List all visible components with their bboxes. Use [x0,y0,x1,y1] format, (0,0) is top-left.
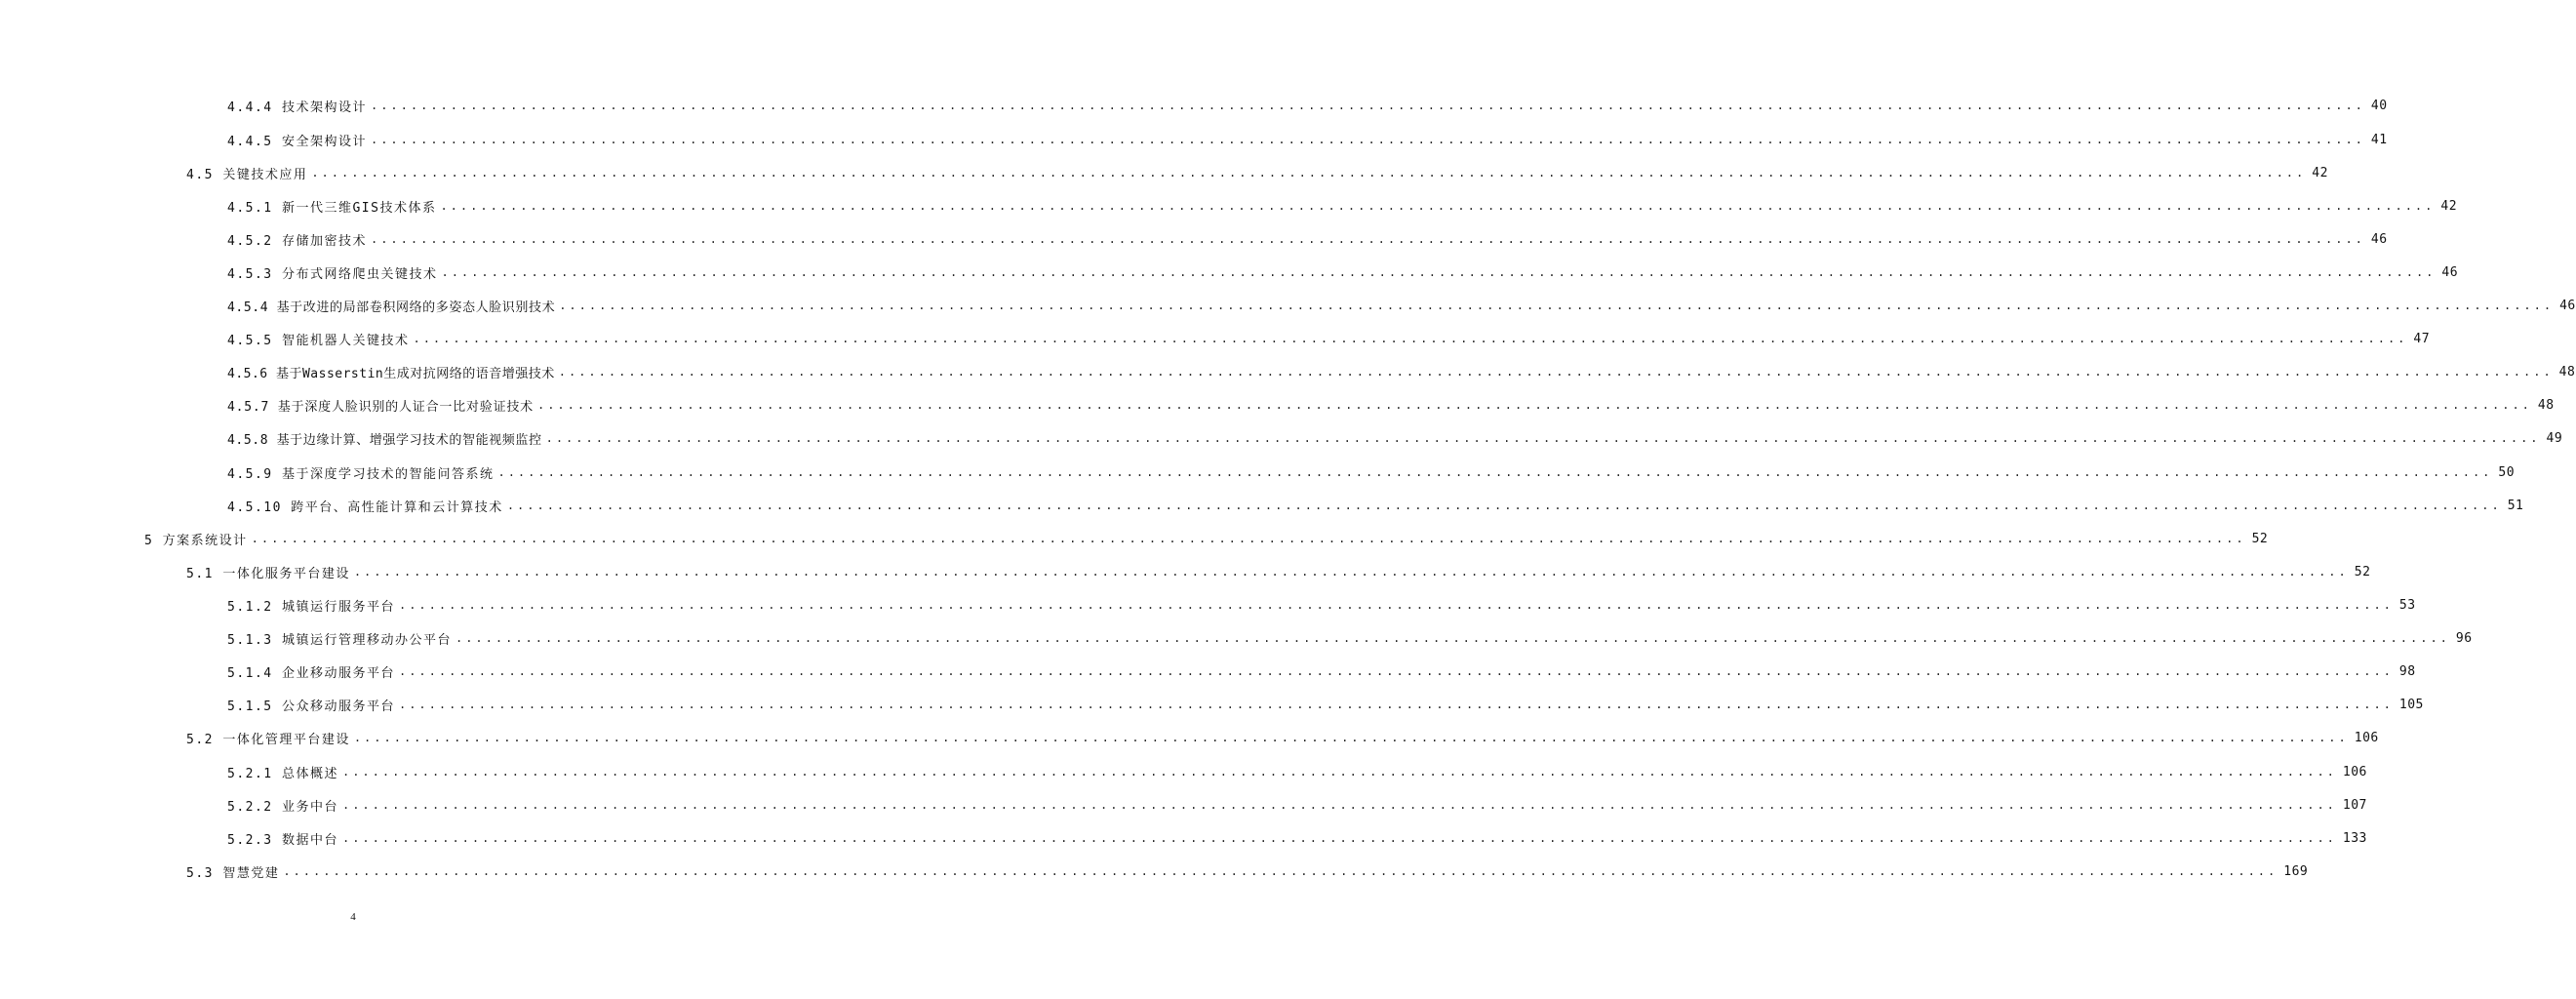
toc-leader: ........................................................................................................................................................................................................ [353,731,2349,744]
toc-number: 4.4.4 [227,100,273,115]
toc-entry-5-2-2[interactable] [227,794,2367,816]
toc-number: 5.1 [186,566,214,581]
toc-page-number: 40 [2370,98,2388,113]
toc-number: 4.5.2 [227,233,273,249]
toc-number: 5.2 [186,732,214,747]
toc-page-number: 106 [2354,730,2379,745]
toc-title: 跨平台、高性能计算和云计算技术 [291,500,503,515]
toc-page-number: 52 [2251,531,2269,546]
toc-page-number: 105 [2398,697,2424,712]
toc-number: 4.5.10 [227,500,282,515]
toc-entry-5-1-5[interactable] [227,694,2424,715]
toc-title: 基于Wasserstin生成对抗网络的语音增强技术 [275,366,555,381]
toc-leader: ........................................................................................................................................................................................................ [398,664,2394,678]
toc-page-number: 48 [2558,364,2576,380]
toc-entry-4-5-6[interactable] [227,361,2576,382]
toc-leader: ........................................................................................................................................................................................................ [559,299,2555,312]
toc-page-number: 106 [2342,764,2367,779]
toc-number: 4.5 [186,167,214,182]
toc-page-number: 46 [2559,298,2576,313]
toc-title: 城镇运行服务平台 [281,599,395,615]
toc-number: 4.5.4 [227,300,269,315]
toc-title: 基于深度学习技术的智能问答系统 [281,466,495,482]
toc-entry-5-2-3[interactable] [227,827,2367,849]
toc-page-number: 98 [2398,663,2416,679]
toc-entry-5-1-3[interactable] [227,627,2473,649]
toc-entry-5-1-2[interactable] [227,594,2416,616]
toc-title: 业务中台 [281,799,338,815]
toc-title: 智慧党建 [222,865,280,881]
toc-entry-4-5-2[interactable] [227,228,2388,250]
toc-entry-4-5-1[interactable] [227,195,2458,217]
toc-leader: ........................................................................................................................................................................................................ [341,798,2337,812]
toc-leader: ........................................................................................................................................................................................................ [506,499,2502,512]
toc-page-number: 50 [2498,464,2516,480]
toc-entry-4-4-5[interactable] [227,129,2388,150]
toc-entry-4-4-4[interactable] [227,95,2388,116]
toc-leader: ........................................................................................................................................................................................................ [341,831,2337,845]
toc-leader: ........................................................................................................................................................................................................ [283,864,2279,878]
toc-leader: ........................................................................................................................................................................................................ [398,698,2394,711]
toc-title: 分布式网络爬虫关键技术 [281,266,438,282]
toc-title: 总体概述 [281,766,338,781]
toc-number: 5.1.5 [227,699,273,714]
toc-number: 5.2.3 [227,832,273,848]
toc-leader: ........................................................................................................................................................................................................ [341,765,2337,779]
toc-page-number: 133 [2342,830,2367,846]
toc-title: 基于深度人脸识别的人证合一比对验证技术 [277,399,534,415]
toc-leader: ........................................................................................................................................................................................................ [455,631,2450,645]
toc-page-number: 49 [2546,430,2563,446]
toc-entry-4-5[interactable] [186,162,2328,183]
toc-number: 5.2.1 [227,766,273,781]
toc-title: 安全架构设计 [281,134,367,149]
page-number: 4 [350,911,356,923]
toc-title: 基于边缘计算、增强学习技术的智能视频监控 [276,432,542,448]
toc-page-number: 51 [2507,498,2524,513]
toc-number: 5.1.2 [227,599,273,615]
toc-leader: ........................................................................................................................................................................................................ [413,332,2408,345]
toc-leader: ........................................................................................................................................................................................................ [497,465,2493,479]
toc-number: 5.1.4 [227,665,273,681]
toc-title: 一体化管理平台建设 [222,732,350,747]
toc-leader: ........................................................................................................................................................................................................ [440,199,2436,213]
toc-number: 5.1.3 [227,632,273,648]
toc-leader: ........................................................................................................................................................................................................ [251,532,2246,545]
toc-leader: ........................................................................................................................................................................................................ [353,565,2349,579]
toc-title: 方案系统设计 [162,533,248,548]
toc-entry-4-5-10[interactable] [227,495,2524,516]
toc-title: 数据中台 [281,832,338,848]
toc-title: 基于改进的局部卷积网络的多姿态人脸识别技术 [276,300,556,315]
toc-leader: ........................................................................................................................................................................................................ [545,431,2541,445]
toc-entry-5-1[interactable] [186,561,2371,582]
toc-number: 5 [144,533,154,548]
toc-number: 4.5.8 [227,432,269,448]
toc-entry-5-2-1[interactable] [227,761,2367,782]
toc-number: 4.4.5 [227,134,273,149]
toc-entry-4-5-4[interactable] [227,295,2576,316]
toc-number: 4.5.9 [227,466,273,482]
toc-leader: ........................................................................................................................................................................................................ [370,232,2365,246]
toc-page-number: 96 [2455,630,2473,646]
toc-title: 企业移动服务平台 [281,665,395,681]
toc-page-number: 48 [2537,397,2555,413]
toc-entry-4-5-9[interactable] [227,461,2516,483]
toc-leader: ........................................................................................................................................................................................................ [311,166,2307,180]
toc-page-number: 169 [2283,863,2309,879]
toc-number: 5.2.2 [227,799,273,815]
toc-entry-5-2[interactable] [186,727,2379,748]
toc-leader: ........................................................................................................................................................................................................ [370,133,2365,146]
toc-number: 4.5.6 [227,366,268,381]
toc-page-number: 42 [2312,165,2328,180]
toc-number: 4.5.5 [227,333,273,348]
toc-entry-5-3[interactable] [186,860,2309,882]
toc-leader: ........................................................................................................................................................................................................ [558,365,2554,379]
toc-number: 5.3 [186,865,214,881]
toc-page-number: 41 [2370,132,2388,147]
toc-title: 公众移动服务平台 [281,699,395,714]
toc-leader: ........................................................................................................................................................................................................ [398,598,2394,612]
toc-number: 4.5.1 [227,200,273,216]
toc-title: 存储加密技术 [281,233,367,249]
toc-page-number: 46 [2370,231,2388,247]
toc-title: 智能机器人关键技术 [281,333,410,348]
toc-number: 4.5.7 [227,399,270,415]
toc-title: 技术架构设计 [281,100,367,115]
toc-leader: ........................................................................................................................................................................................................ [441,265,2437,279]
toc-leader: ........................................................................................................................................................................................................ [370,99,2365,112]
toc-entry-4-5-5[interactable] [227,328,2431,349]
toc-entry-5-1-4[interactable] [227,660,2416,682]
toc-entry-4-5-7[interactable] [227,394,2555,416]
toc-title: 城镇运行管理移动办公平台 [281,632,452,648]
toc-entry-5[interactable] [144,528,2269,549]
toc-number: 4.5.3 [227,266,273,282]
toc-entry-4-5-3[interactable] [227,261,2459,283]
toc-page-number: 47 [2413,331,2431,346]
toc-leader: ........................................................................................................................................................................................................ [536,398,2532,412]
toc-page-number: 107 [2342,797,2367,813]
toc-page-number: 46 [2441,264,2459,280]
toc-title: 一体化服务平台建设 [222,566,350,581]
toc-page-number: 53 [2398,597,2416,613]
toc-title: 关键技术应用 [222,167,308,182]
toc-page-number: 42 [2440,198,2458,214]
toc-entry-4-5-8[interactable] [227,427,2563,449]
toc-page-number: 52 [2354,564,2371,579]
toc-title: 新一代三维GIS技术体系 [281,200,437,216]
